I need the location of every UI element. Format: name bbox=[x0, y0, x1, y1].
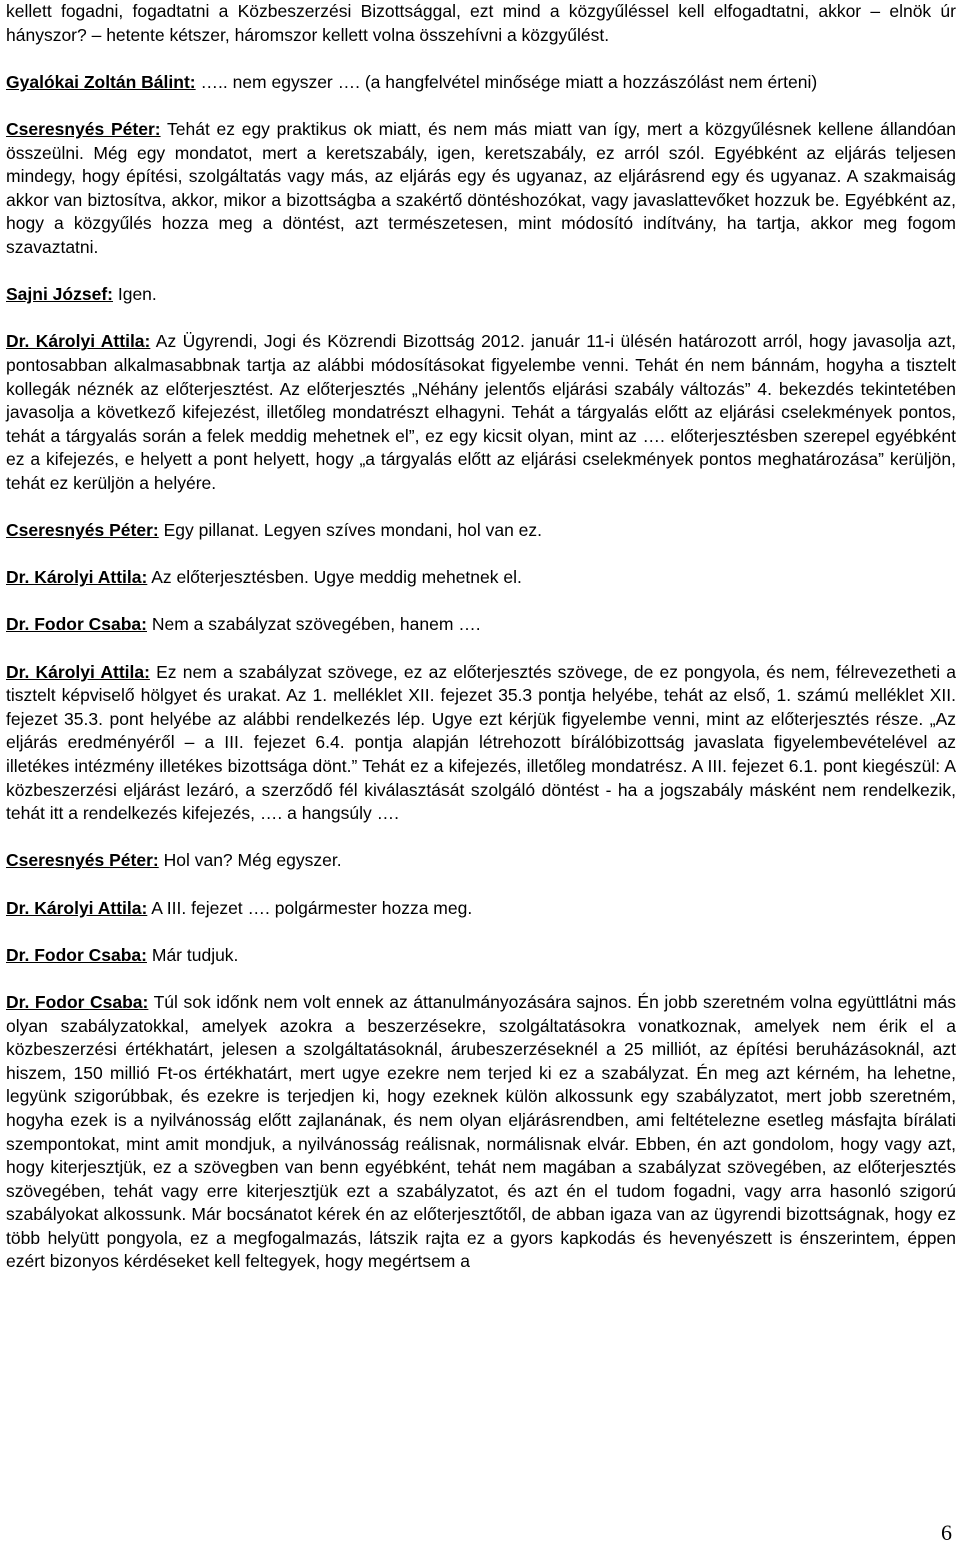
speaker-name: Dr. Fodor Csaba: bbox=[6, 991, 149, 1012]
document-page bbox=[6, 0, 956, 1298]
paragraph bbox=[6, 566, 956, 590]
speaker-name: Cseresnyés Péter: bbox=[6, 850, 159, 871]
paragraph-text: Tehát ez egy praktikus ok miatt, és nem más miatt van így, mert a közgyűlésnek kellene állandóan összeülni. Még egy mondatot, mert a keretszabály, igen, keretszabály, ez arról szól. Egyébként az eljárás teljesen mindegy, hogy építési, szolgáltatás vagy más, az eljárás egy és ugyanaz, az eljárásrend egy és ugyanaz. A szakmaiság akkor van biztosítva, akkor, mikor a bizottságba a szakértő döntéshozókat, vagy javaslattevőket hozzuk be. Egyébként az, hogy a közgyűlés hozza meg a döntést, azt természetesen, mint módosító indítvány, ha tartja, akkor meg fogom szavaztatni. bbox=[6, 118, 956, 257]
paragraph-text: Az Ügyrendi, Jogi és Közrendi Bizottság 2012. január 11-i ülésén határozott arról, hogy javasolja azt, pontosabban alkalmasabbnak tartja az alábbi módosításokat figyelembe venni. Tehát én nem bánnám, hogyha a tisztelt kollegák néznék az előterjesztést. Az előterjesztés „Néhány jelentős eljárási szabály változás” 4. bekezdés tekintetében javasolja a következő kifejezést, illetőleg mondatrészt elhagyni. Tehát a tárgyalás előtt az eljárási cselekmények pontos, tehát a tárgyalás során a felek meddig mehetnek el”, ez egy kicsit olyan, mint az …. előterjesztésben szerepel egyébként ez a kifejezés, e helyett a pont helyett, hogy „a tárgyalás előtt az eljárási cselekmények pontos meghatározása” kerüljön, tehát ez kerüljön a helyére. bbox=[6, 331, 956, 493]
paragraph bbox=[6, 944, 956, 968]
paragraph-text: A III. fejezet …. polgármester hozza meg. bbox=[147, 897, 473, 918]
paragraph-text: Túl sok időnk nem volt ennek az áttanulmányozására sajnos. Én jobb szeretném volna együttlátni más olyan szabályzatokkal, amelyek azokra a beszerzésekre, szolgáltatásokra vonatkoznak, amelyek nem érik el a közbeszerzési értékhatárt, jelesen a szolgáltatásoknál, árubeszerzéseknél a 25 milliót, az építési beruházásoknál, azt hiszem, 150 millió Ft-os értékhatárt, mert ugye ezekre nem terjed ki ez a szabályzat. Én meg azt kérném, ha lehetne, legyünk szigorúbbak, és ezekre is terjedjen ki, hogy ezeknek külön alkossunk egy szabályzatot, mert jobb szeretném, hogyha ezek is a nyilvánosság előtt zajlanának, és nem olyan eljárásrendben, ami feltételezne esetleg másfajta bírálati szempontokat, mint amit mondjuk, a nyilvánosság reálisnak, normálisnak elvár. Ebben, én azt gondolom, hogy vagy azt, hogy kiterjesztjük, ez a szövegben van benn egyébként, tehát nem magában a szabályzat szövegében, az előterjesztés szövegében, tehát vagy erre kiterjesztjük ezt a szabályzatot, és azt én el tudom fogadni, vagy arra hasonló szigorú szabályokat alkossunk. Már bocsánatot kérek én az előterjesztőtől, de abban igaza van az ügyrendi bizottságnak, hogy ez több helyütt pongyola, ez a megfogalmazás, látszik rajta ez a gyors kapkodás és hevenyészett is énszerintem, éppen ezért bizonyos kérdéseket kell feltegyek, hogy megértsem a bbox=[6, 991, 956, 1272]
speaker-name: Cseresnyés Péter: bbox=[6, 520, 159, 541]
speaker-name: Sajni József: bbox=[6, 284, 113, 305]
paragraph bbox=[6, 991, 956, 1274]
speaker-name: Gyalókai Zoltán Bálint: bbox=[6, 71, 196, 92]
paragraph bbox=[6, 330, 956, 495]
speaker-name: Dr. Fodor Csaba: bbox=[6, 614, 147, 635]
paragraph bbox=[6, 118, 956, 260]
paragraph bbox=[6, 283, 956, 307]
speaker-name: Dr. Fodor Csaba: bbox=[6, 944, 147, 965]
paragraph bbox=[6, 519, 956, 543]
speaker-name: Dr. Károlyi Attila: bbox=[6, 661, 150, 682]
paragraph-text: Hol van? Még egyszer. bbox=[158, 850, 342, 871]
paragraph-text: ….. nem egyszer …. (a hangfelvétel minősége miatt a hozzászólást nem érteni) bbox=[195, 71, 818, 92]
paragraph bbox=[6, 897, 956, 921]
paragraph bbox=[6, 0, 956, 47]
paragraph-text: Nem a szabályzat szövegében, hanem …. bbox=[147, 614, 481, 635]
speaker-name: Dr. Károlyi Attila: bbox=[6, 897, 148, 918]
page-number: 6 bbox=[941, 1520, 952, 1545]
paragraph bbox=[6, 849, 956, 873]
paragraph-text: Az előterjesztésben. Ugye meddig mehetnek el. bbox=[147, 567, 522, 588]
speaker-name: Dr. Károlyi Attila: bbox=[6, 567, 148, 588]
paragraph bbox=[6, 661, 956, 826]
paragraph-text: Már tudjuk. bbox=[147, 944, 239, 965]
paragraph-text: Igen. bbox=[112, 284, 157, 305]
paragraph bbox=[6, 71, 956, 95]
paragraph-text: Egy pillanat. Legyen szíves mondani, hol van ez. bbox=[158, 520, 543, 541]
speaker-name: Cseresnyés Péter: bbox=[6, 118, 161, 139]
paragraph-text: Ez nem a szabályzat szövege, ez az előterjesztés szövege, de ez pongyola, és nem, félrevezetheti a tisztelt képviselő hölgyet és urakat. Az 1. melléklet XII. fejezet 35.3 pontja helyébe, tehát az első, 1. számú melléklet XII. fejezet 35.3. pont helyébe az alábbi rendelkezés lép. Ugye ezt kérjük figyelembe venni, mint az előterjesztés része. „Az eljárás eredményéről – a III. fejezet 6.4. pontja alapján létrehozott bírálóbizottság javaslata figyelembevételével az illetékes intézmény illetékes bizottsága dönt.” Tehát ez a kifejezés, illetőleg mondatrész. A III. fejezet 6.1. pont kiegészül: A közbeszerzési eljárást lezáró, a szerződő fél kiválasztását szolgáló döntést - ha a jogszabály másként nem rendelkezik, tehát itt a rendelkezés kifejezés, …. a hangsúly …. bbox=[6, 661, 956, 824]
paragraph bbox=[6, 613, 956, 637]
speaker-name: Dr. Károlyi Attila: bbox=[6, 331, 151, 352]
paragraph-text: kellett fogadni, fogadtatni a Közbeszerzési Bizottsággal, ezt mind a közgyűléssel kell elfogadtatni, akkor – elnök úr hányszor? – hetente kétszer, háromszor kellett volna összehívni a közgyűlést. bbox=[6, 1, 956, 45]
